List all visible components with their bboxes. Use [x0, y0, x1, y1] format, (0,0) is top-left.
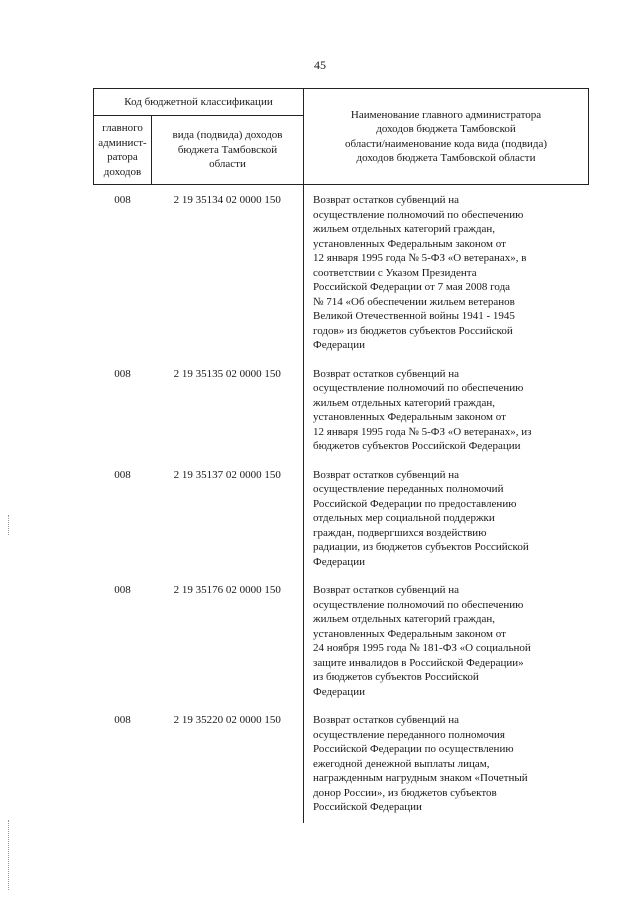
description-line: соответствии с Указом Президента [313, 266, 477, 279]
description-line: установленных Федеральным законом от [313, 627, 506, 640]
administrator-code: 008 [114, 367, 131, 380]
description-line: Федерации [313, 339, 365, 351]
description-line: № 714 «Об обеспечении жильем ветеранов [313, 295, 515, 308]
description-line: жильем отдельных категорий граждан, [313, 396, 495, 409]
description-text [313, 468, 585, 570]
income-type-code: 2 19 35134 02 0000 150 [173, 194, 281, 206]
header-line: области [209, 158, 246, 171]
administrator-code: 008 [114, 714, 131, 726]
income-type-code: 2 19 35135 02 0000 150 [173, 367, 281, 380]
description-line: Возврат остатков субвенций на [313, 468, 460, 481]
page-number: 45 [314, 58, 326, 72]
income-type-code: 2 19 35220 02 0000 150 [173, 714, 281, 726]
description-line: граждан, подвергшихся воздействию [313, 526, 487, 539]
description-line: 12 января 1995 года № 5-ФЗ «О ветеранах», из [313, 425, 532, 438]
header-line: области/наименование кода вида (подвида) [344, 137, 548, 150]
description-line: осуществление полномочий по обеспечению [313, 598, 524, 611]
header-budget-classification-code: Код бюджетной классификации [94, 89, 304, 116]
description-line: Российской Федерации от 7 мая 2008 года [313, 281, 511, 293]
administrator-code: 008 [114, 468, 131, 481]
description-line: осуществление переданных полномочий [313, 483, 504, 495]
income-description [304, 185, 589, 359]
description-line: радиации, из бюджетов субъектов Российской [313, 541, 529, 553]
description-line: годов» из бюджетов субъектов Российской [313, 324, 513, 337]
description-line: жильем отдельных категорий граждан, [313, 613, 495, 625]
scan-margin-mark [8, 515, 10, 535]
description-line: Возврат остатков субвенций на [313, 194, 460, 206]
description-line: осуществление полномочий по обеспечению [313, 208, 524, 221]
table-row [94, 705, 589, 823]
description-line: защите инвалидов в Российской Федерации» [313, 656, 524, 669]
header-line: Наименование главного администратора [350, 108, 542, 121]
description-line: Российской Федерации [313, 801, 422, 813]
description-line: Федерации [313, 555, 365, 568]
description-line: установленных Федеральным законом от [313, 411, 506, 423]
description-line: отдельных мер социальной поддержки [313, 512, 495, 524]
income-description [304, 359, 589, 460]
budget-classification-table [93, 88, 589, 823]
description-line: Великой Отечественной войны 1941 - 1945 [313, 310, 515, 322]
description-text [313, 713, 585, 817]
description-text [313, 367, 585, 454]
description-line: Возврат остатков субвенций на [313, 584, 460, 596]
description-line: Возврат остатков субвенций на [313, 714, 460, 726]
table-body [94, 185, 589, 823]
description-line: бюджетов субъектов Российской Федерации [313, 440, 521, 452]
description-text [313, 193, 585, 353]
header-line: доходов бюджета Тамбовской области [356, 152, 536, 164]
table-row [94, 460, 589, 576]
header-line: админист- [98, 136, 147, 149]
administrator-code: 008 [114, 194, 131, 206]
table-row [94, 575, 589, 705]
description-line: награжденным нагрудным знаком «Почетный [313, 772, 528, 784]
description-line: ежегодной денежной выплаты лицам, [313, 757, 490, 770]
description-line: Российской Федерации по осуществлению [313, 743, 514, 755]
table-row [94, 359, 589, 460]
income-type-code: 2 19 35176 02 0000 150 [173, 584, 281, 596]
header-administrator [94, 116, 152, 185]
description-line: Возврат остатков субвенций на [313, 367, 460, 380]
header-line: ратора [107, 151, 138, 163]
header-line: вида (подвида) доходов [172, 129, 283, 142]
income-description [304, 460, 589, 576]
administrator-code: 008 [114, 584, 131, 596]
header-line: бюджета Тамбовской [177, 143, 278, 156]
description-line: 24 ноября 1995 года № 181-ФЗ «О социальной [313, 642, 531, 654]
header-line: главного [102, 122, 143, 134]
description-text [313, 583, 585, 699]
description-line: донор России», из бюджетов субъектов [313, 786, 497, 799]
description-line: осуществление переданного полномочия [313, 728, 505, 741]
scan-margin-mark [8, 820, 10, 890]
description-line: осуществление полномочий по обеспечению [313, 382, 524, 394]
description-line: жильем отдельных категорий граждан, [313, 223, 495, 235]
header-administrator-name [304, 89, 589, 185]
income-description [304, 575, 589, 705]
description-line: Федерации [313, 685, 365, 698]
description-line: установленных Федеральным законом от [313, 237, 506, 250]
description-line: Российской Федерации по предоставлению [313, 497, 517, 510]
description-line: 12 января 1995 года № 5-ФЗ «О ветеранах», в [313, 252, 527, 264]
header-line: доходов бюджета Тамбовской [376, 123, 516, 135]
table-row [94, 185, 589, 359]
header-income-type-code [152, 116, 304, 185]
income-description [304, 705, 589, 823]
income-type-code: 2 19 35137 02 0000 150 [173, 468, 281, 481]
description-line: из бюджетов субъектов Российской [313, 671, 479, 683]
header-line: доходов [103, 165, 142, 178]
